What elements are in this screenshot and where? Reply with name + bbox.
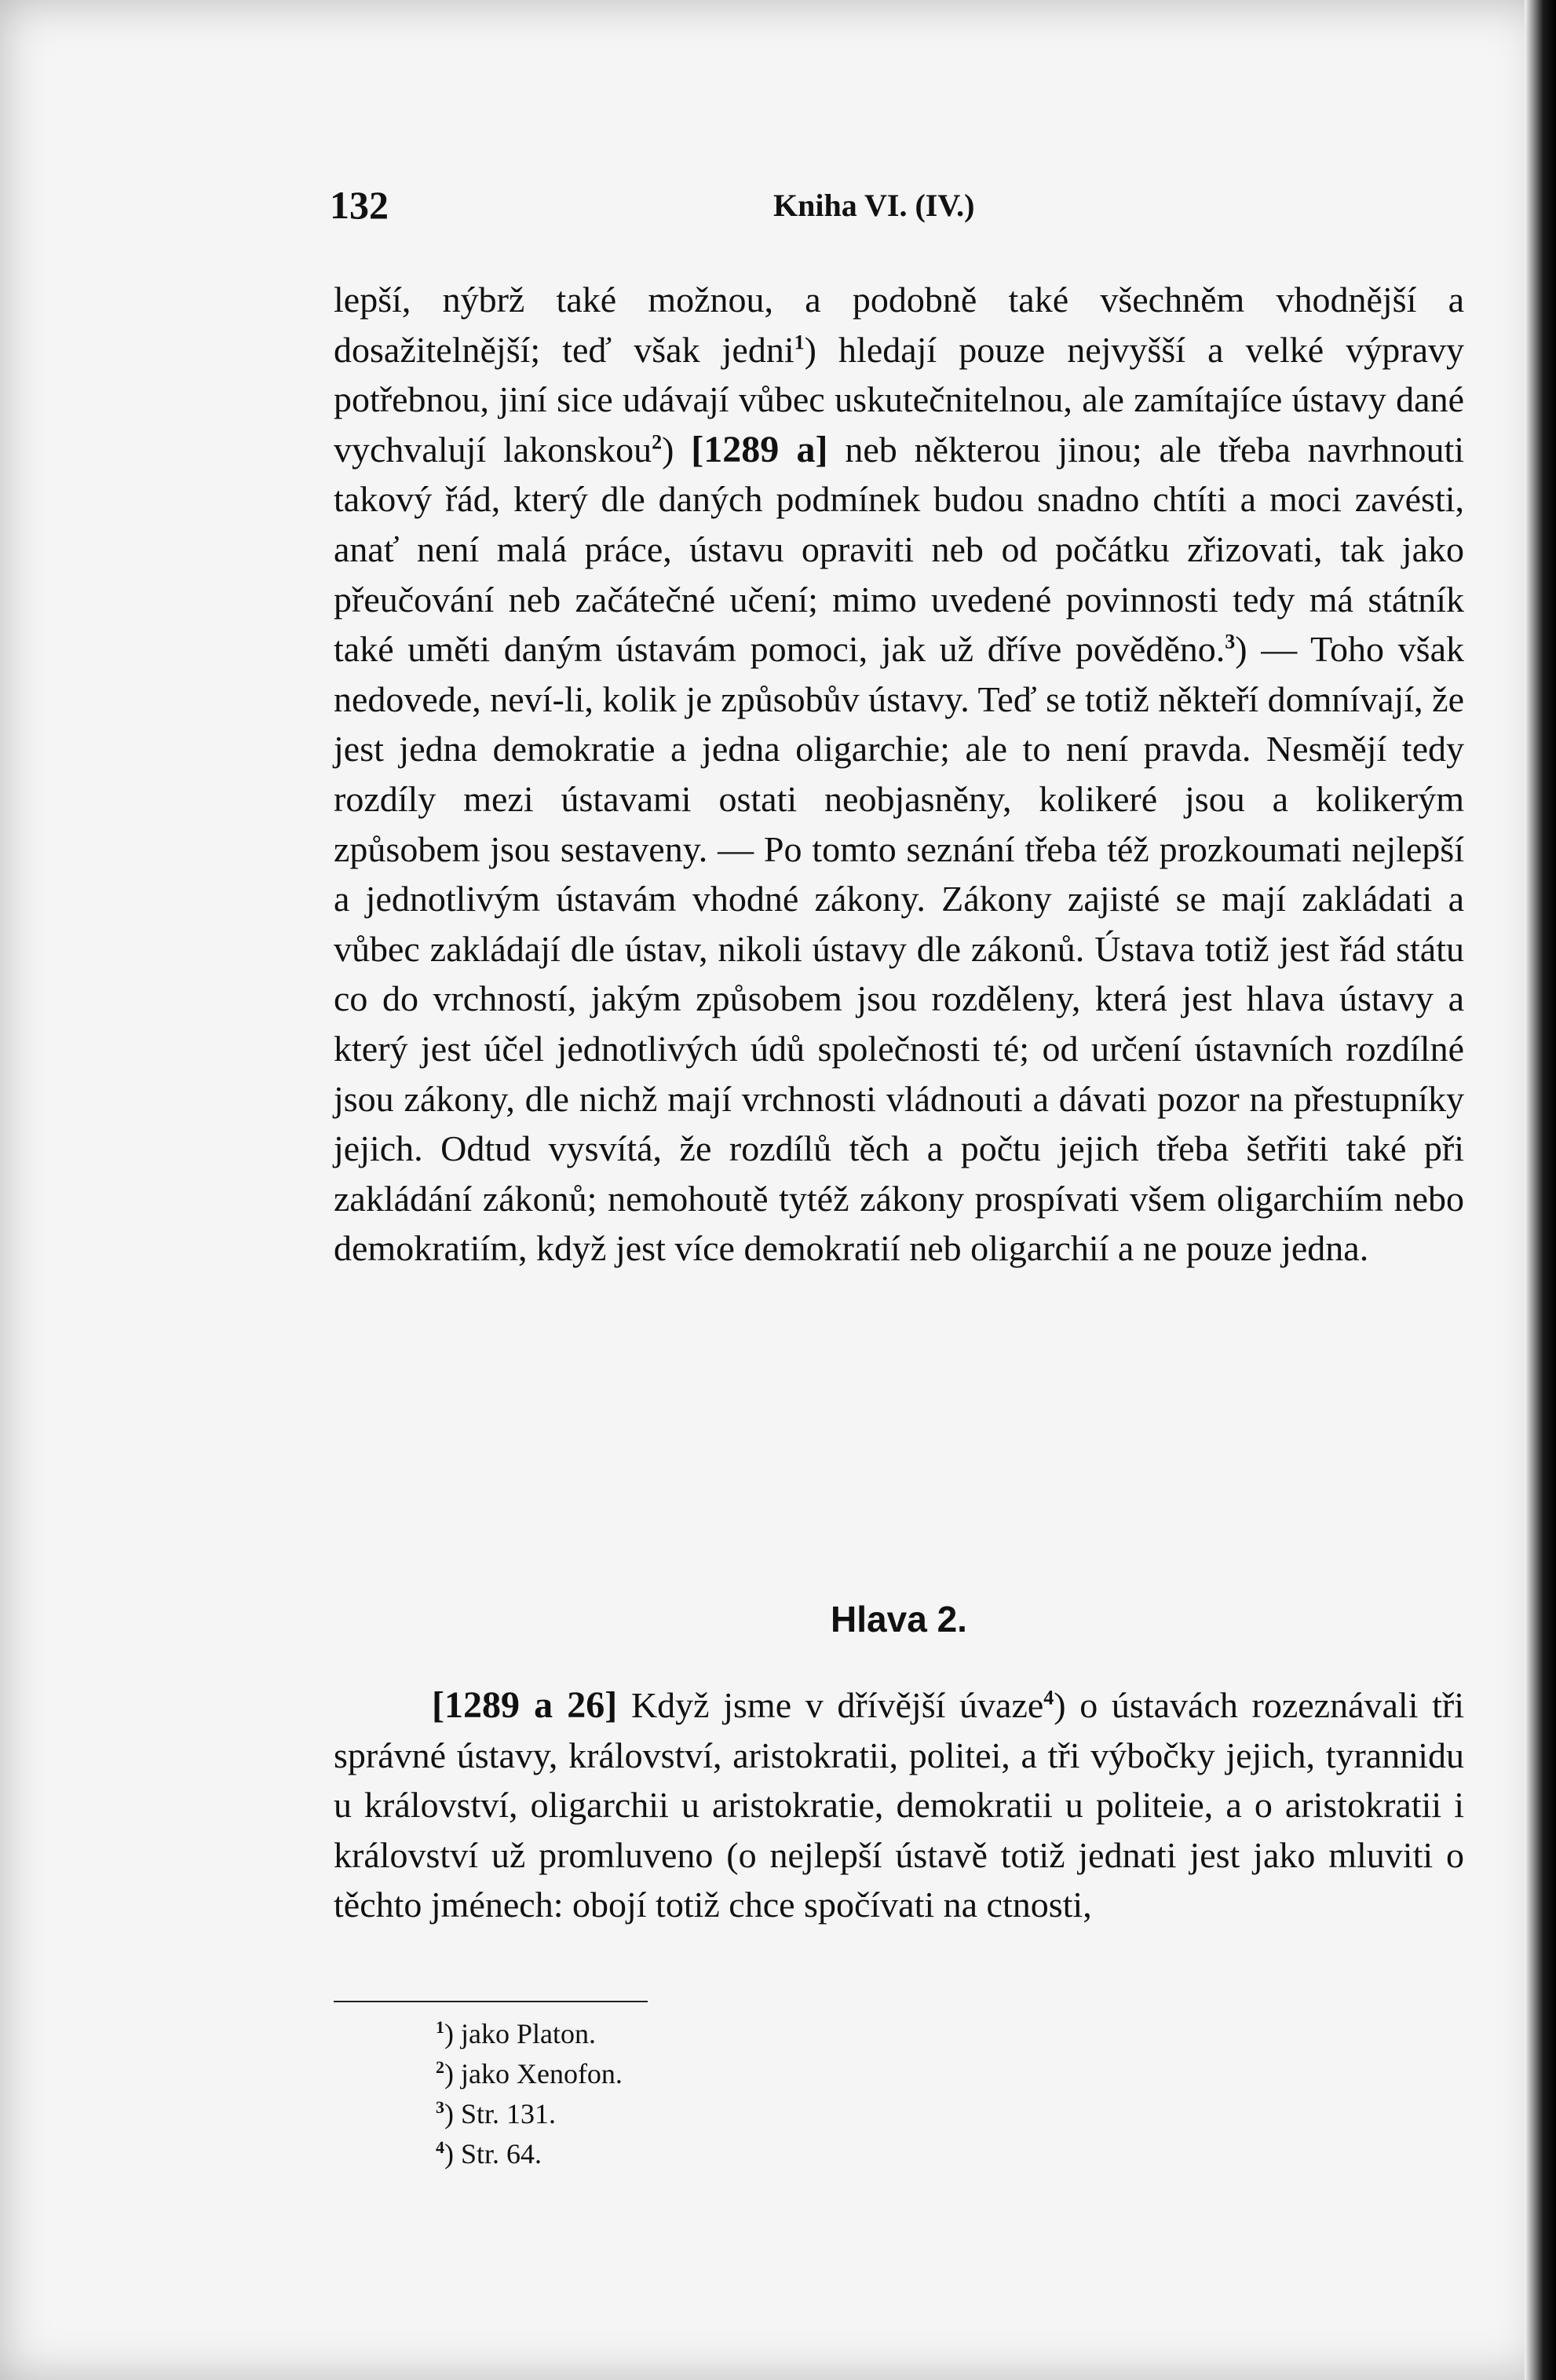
- text-run: neb některou jinou; ale třeba navrhnouti takový řád, který dle daných podmínek budou snadno chtíti a moci zavésti, anať není malá práce, ústavu opraviti neb od počátku zřizovati, tak jako přeučování neb začátečné učení; mimo uvedené povinnosti tedy má státník také uměti daným ústavám pomoci, jak už dříve pověděno.: [334, 429, 1465, 670]
- footnote: [436, 2134, 623, 2174]
- footnote-text: ) Str. 64.: [444, 2138, 542, 2170]
- footnotes: [436, 2014, 623, 2174]
- bekker-reference: [1289 a 26]: [432, 1684, 618, 1726]
- footnote-ref: 4: [1043, 1686, 1054, 1709]
- footnote-ref: 1: [794, 331, 805, 354]
- footnote-text: ) Str. 131.: [444, 2098, 557, 2130]
- footnote-text: ) jako Xenofon.: [444, 2058, 623, 2089]
- text-run: ) o ústavách rozeznávali tři správné ústavy, království, aristokratii, politei, a tři výbočky jejich, tyrannidu u království, oligarchii u aristokratie, demokratii u politeie, a o aristokratii i království už promluveno (o nejlepší ústavě totiž jednati jest jako mluviti o těchto jménech: obojí totiž chce spočívati na ctnosti,: [334, 1685, 1465, 1925]
- paragraph-1: [334, 275, 1464, 1274]
- bekker-reference: [1289 a]: [691, 428, 828, 470]
- text-run: ): [662, 429, 674, 470]
- page-header: [330, 182, 1468, 237]
- chapter-heading: Hlava 2.: [831, 1599, 967, 1640]
- text-run: ) — Toho však nedovede, neví-li, kolik je způsobův ústavy. Teď se totiž někteří domnívají, že jest jedna demokratie a jedna oligarchie; ale to není pravda. Nesmějí tedy rozdíly mezi ústavami ostati neobjasněny, kolikeré jsou a kolikerým způsobem jsou sestaveny. — Po tomto seznání třeba též prozkoumati nejlepší a jednotlivým ústavám vhodné zákony. Zákony zajisté se mají zakládati a vůbec zakládají dle ústav, nikoli ústavy dle zákonů. Ústava totiž jest řád státu co do vrchností, jakým způsobem jsou rozděleny, která jest hlava ústavy a který jest účel jednotlivých údů společnosti té; od určení ústavních rozdílné jsou zákony, dle nichž mají vrchnosti vládnouti a dávati pozor na přestupníky jejich. Odtud vysvítá, že rozdílů těch a počtu jejich třeba šetřiti také při zakládání zákonů; nemohoutě tytéž zákony prospívati všem oligarchiím nebo demokratiím, když jest více demokratií neb oligarchií a ne pouze jedna.: [334, 629, 1464, 1269]
- footnote: [436, 2014, 623, 2054]
- footnote-mark: 3: [436, 2097, 444, 2117]
- footnote: [436, 2094, 623, 2134]
- text-run: ) hledají pouze nejvyšší a velké výpravy potřebnou, jiní sice udávají vůbec uskutečnitelnou, ale zamítajíce ústavy dané vychvalují lakonskou: [334, 329, 1465, 470]
- page-edge: [1525, 0, 1556, 2380]
- footnote-ref: 3: [1225, 630, 1236, 653]
- text-run: lepší, nýbrž také možnou, a podobně také všechněm vhodnější a dosažitelnější; teď však jedni: [334, 280, 1464, 370]
- footnote-text: ) jako Platon.: [444, 2018, 596, 2049]
- page-number: 132: [330, 183, 389, 227]
- footnote: [436, 2054, 623, 2094]
- footnote-mark: 2: [436, 2057, 444, 2077]
- footnote-divider: [334, 2001, 648, 2002]
- paragraph-2: [334, 1680, 1464, 1930]
- running-head: Kniha VI. (IV.): [773, 188, 975, 223]
- text-run: Když jsme v dřívější úvaze: [630, 1685, 1044, 1725]
- footnote-ref: 2: [652, 430, 663, 454]
- footnote-mark: 4: [436, 2137, 444, 2157]
- footnote-mark: 1: [436, 2017, 444, 2037]
